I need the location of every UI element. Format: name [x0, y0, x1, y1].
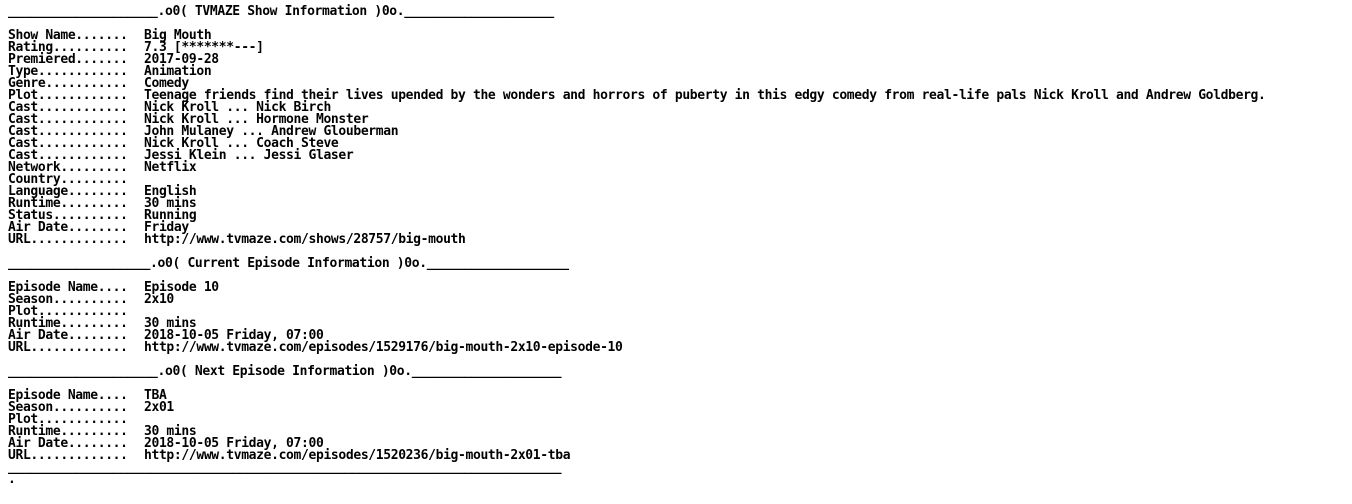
row-key: Cast............ [8, 136, 128, 151]
row-value: TBA [144, 388, 167, 403]
current-episode-row [8, 342, 1348, 354]
prompt-cursor[interactable]: . [8, 472, 16, 487]
row-key: Show Name....... [8, 28, 128, 43]
row-key: Episode Name.... [8, 388, 128, 403]
row-key: Language........ [8, 184, 128, 199]
current-episode-section-header: ___________________.o0( Current Episode Information )0o.___________________ [8, 256, 569, 271]
next-episode-section-header: ____________________.o0( Next Episode Information )0o.____________________ [8, 364, 562, 379]
next-episode-url: http://www.tvmaze.com/episodes/1520236/big-mouth-2x01-tba [144, 448, 571, 463]
show-row [8, 162, 1348, 174]
row-key: Status.......... [8, 208, 128, 223]
row-key: Type............ [8, 64, 128, 79]
row-value: Jessi Klein ... Jessi Glaser [144, 148, 354, 163]
show-section-header: ____________________.o0( TVMAZE Show Information )0o.____________________ [8, 4, 554, 19]
row-value: Episode 10 [144, 280, 219, 295]
terminal-output[interactable] [8, 6, 1348, 486]
row-value: Comedy [144, 76, 189, 91]
show-row [8, 66, 1348, 78]
next-episode-list [8, 390, 1348, 462]
show-row [8, 210, 1348, 222]
row-key: Episode Name.... [8, 280, 128, 295]
current-episode-row [8, 294, 1348, 306]
row-key: Premiered....... [8, 52, 128, 67]
current-episode-row [8, 306, 1348, 318]
row-value: John Mulaney ... Andrew Glouberman [144, 124, 399, 139]
next-episode-row [8, 390, 1348, 402]
row-key: Cast............ [8, 112, 128, 127]
row-value: 30 mins [144, 316, 197, 331]
row-key: Rating.......... [8, 40, 128, 55]
current-episode-list [8, 282, 1348, 354]
show-row [8, 186, 1348, 198]
row-key: Cast............ [8, 100, 128, 115]
row-key: Network......... [8, 160, 128, 175]
show-info-list [8, 30, 1348, 246]
row-key: URL............. [8, 232, 128, 247]
row-value: Nick Kroll ... Hormone Monster [144, 112, 369, 127]
row-value: Teenage friends find their lives upended by the wonders and horrors of puberty in this edgy comedy from real-life pals Nick Kroll and Andrew Goldberg. [144, 88, 1266, 103]
row-value: 2017-09-28 [144, 52, 219, 67]
row-value: 30 mins [144, 196, 197, 211]
row-key: Air Date........ [8, 328, 128, 343]
footer-rule: __________________________________________________________________________ [8, 460, 562, 475]
row-key: Cast............ [8, 124, 128, 139]
row-key: URL............. [8, 340, 128, 355]
show-row [8, 198, 1348, 210]
row-key: Plot............ [8, 88, 128, 103]
row-key: Runtime......... [8, 316, 128, 331]
row-value: Nick Kroll ... Nick Birch [144, 100, 331, 115]
show-row [8, 234, 1348, 246]
row-value: 2018-10-05 Friday, 07:00 [144, 328, 324, 343]
row-value: English [144, 184, 197, 199]
row-value: Running [144, 208, 197, 223]
current-episode-url: http://www.tvmaze.com/episodes/1529176/big-mouth-2x10-episode-10 [144, 340, 623, 355]
show-row [8, 174, 1348, 186]
row-value: 2x10 [144, 292, 174, 307]
current-episode-row [8, 282, 1348, 294]
row-key: Plot............ [8, 412, 128, 427]
row-value: 7.3 [*******---] [144, 40, 264, 55]
show-row [8, 150, 1348, 162]
row-value: 2x01 [144, 400, 174, 415]
row-value: Netflix [144, 160, 197, 175]
row-value: Big Mouth [144, 28, 212, 43]
row-value: 2018-10-05 Friday, 07:00 [144, 436, 324, 451]
row-value: 30 mins [144, 424, 197, 439]
next-episode-row [8, 402, 1348, 414]
row-key: Runtime......... [8, 196, 128, 211]
row-key: Cast............ [8, 148, 128, 163]
row-key: Season.......... [8, 292, 128, 307]
row-key: Country......... [8, 172, 128, 187]
row-value: Friday [144, 220, 189, 235]
row-key: Runtime......... [8, 424, 128, 439]
next-episode-row [8, 414, 1348, 426]
row-value: Animation [144, 64, 212, 79]
row-key: Genre........... [8, 76, 128, 91]
spacer [8, 378, 1348, 390]
row-value: Nick Kroll ... Coach Steve [144, 136, 339, 151]
show-url: http://www.tvmaze.com/shows/28757/big-mouth [144, 232, 466, 247]
row-key: Air Date........ [8, 436, 128, 451]
row-key: Air Date........ [8, 220, 128, 235]
row-key: Season.......... [8, 400, 128, 415]
row-key: Plot............ [8, 304, 128, 319]
row-key: URL............. [8, 448, 128, 463]
